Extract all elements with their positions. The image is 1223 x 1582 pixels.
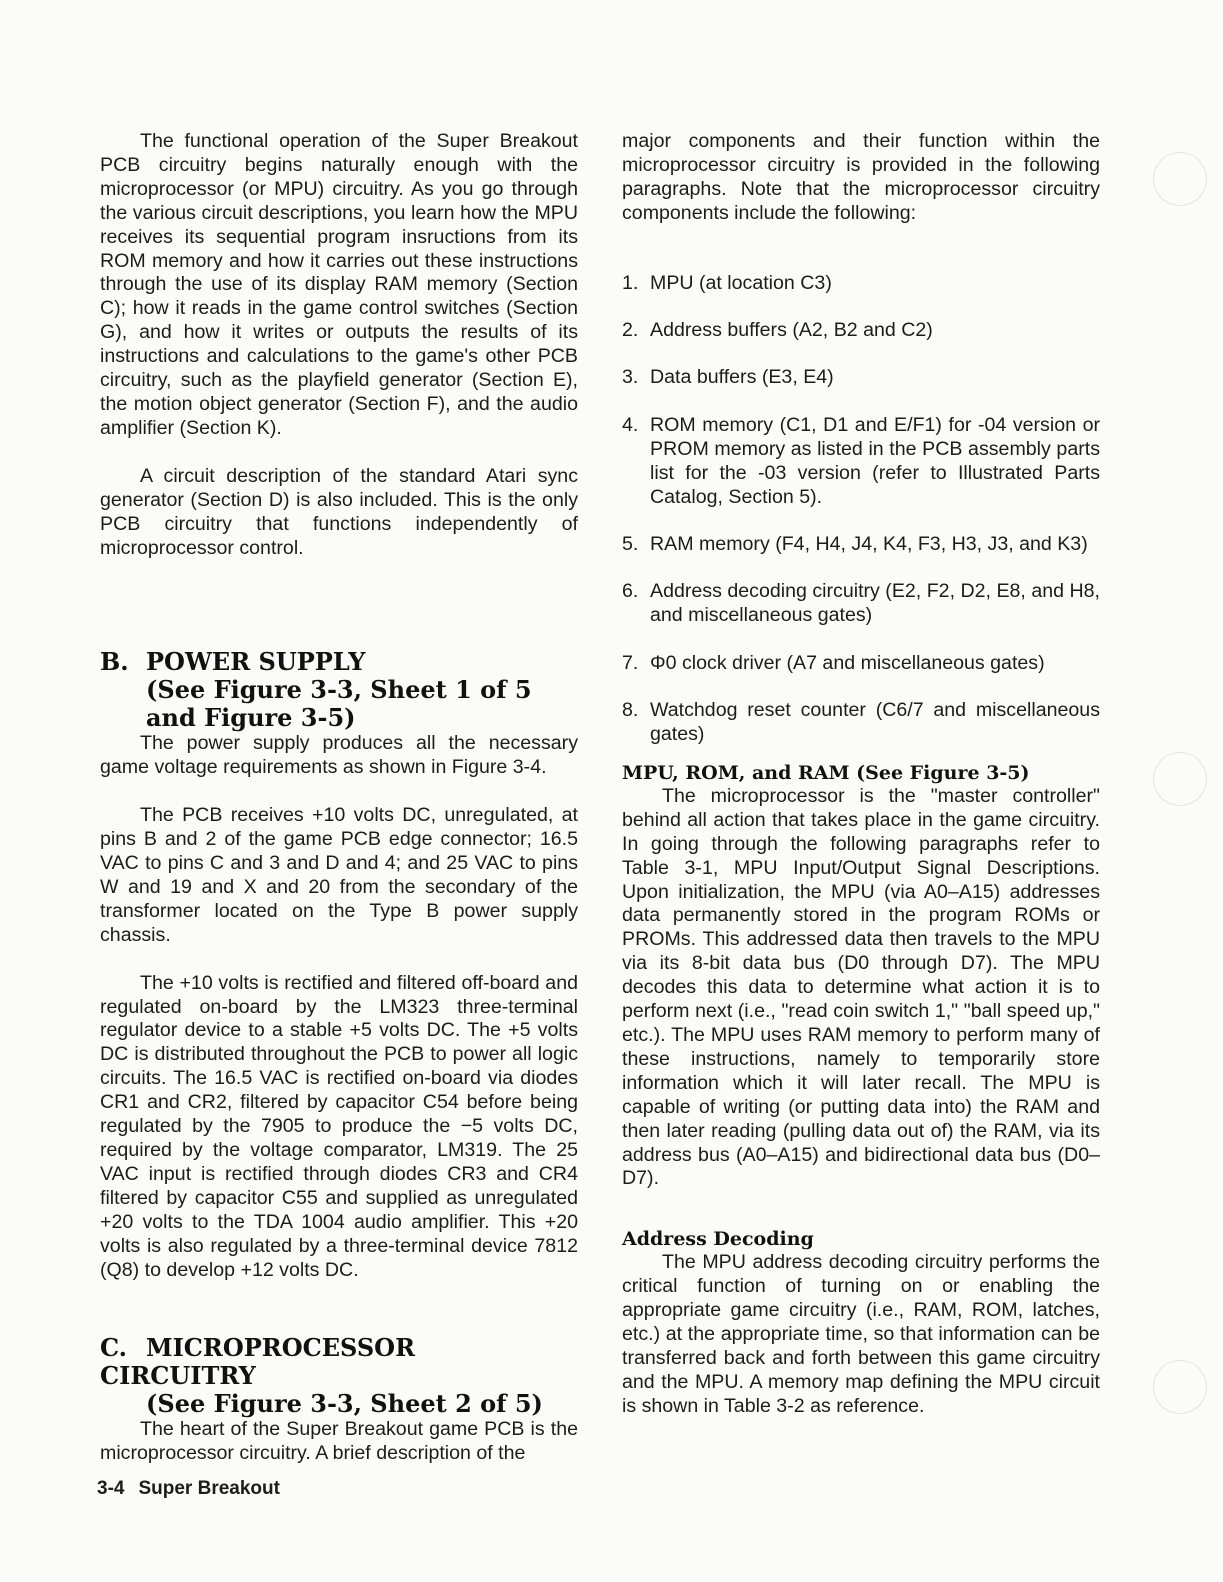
binder-hole [1153, 1360, 1207, 1414]
section-number: C. [100, 1333, 128, 1363]
body-paragraph: The power supply produces all the necessary game voltage requirements as shown in Figure 3-4. [100, 732, 578, 779]
left-column [100, 130, 578, 1466]
binder-hole [1153, 752, 1207, 806]
continuation-paragraph: major components and their function within the microprocessor circuitry is provided in the following paragraphs. Note that the microprocessor circuitry components include the following: [622, 130, 1100, 224]
list-item: 5. RAM memory (F4, H4, J4, K4, F3, H3, J3, and K3) [622, 532, 1088, 555]
body-paragraph: The PCB receives +10 volts DC, unregulated, at pins B and 2 of the game PCB edge connector; 16.5 VAC to pins C and 3 and D and 4; and 25 VAC to pins W and 19 and X and 20 from the secondary of the transformer located on the Type B power supply chassis. [100, 804, 578, 946]
page-footer [97, 1478, 280, 1500]
mpu-rom-ram-section [622, 761, 1100, 1191]
section-c [100, 1334, 578, 1466]
intro-paragraph: The functional operation of the Super Breakout PCB circuitry begins naturally enough with the microprocessor (or MPU) circuitry. As you go through the various circuit descriptions, you learn how the MPU receives its sequential program insructions from its ROM memory and how it carries out these instructions through the use of its display RAM memory (Section C); how it reads in the game control switches (Section G), and how it writes or outputs the results of its instructions and calculations to the game's other PCB circuitry, such as the playfield generator (Section E), the motion object generator (Section F), and the audio amplifier (Section K). [100, 130, 578, 439]
section-b [100, 648, 578, 1282]
page-number: 3-4 [97, 1478, 125, 1499]
list-item: 7. Φ0 clock driver (A7 and miscellaneous gates) [622, 651, 1045, 674]
list-item: 2. Address buffers (A2, B2 and C2) [622, 319, 933, 342]
body-paragraph: The heart of the Super Breakout game PCB is the microprocessor circuitry. A brief description of the [100, 1418, 578, 1465]
section-subtitle: (See Figure 3-3, Sheet 2 of 5) [146, 1389, 543, 1419]
body-paragraph: The +10 volts is rectified and filtered off-board and regulated on-board by the LM323 three-terminal regulator device to a stable +5 volts DC. The +5 volts DC is distributed throughout the PCB to power all logic circuits. The 16.5 VAC is rectified on-board via diodes CR1 and CR2, filtered by capacitor C54 before being regulated by the 7905 to produce the −5 volts DC, required by the voltage comparator, LM319. The 25 VAC input is rectified through diodes CR3 and CR4 filtered by capacitor C55 and supplied as unregulated +20 volts to the TDA 1004 audio amplifier. This +20 volts is also regulated by a three-terminal device 7812 (Q8) to develop +12 volts DC. [100, 971, 578, 1281]
list-item: 8. Watchdog reset counter (C6/7 and miscellaneous gates) [622, 699, 1100, 745]
body-paragraph: The microprocessor is the "master controller" behind all action that takes place in the game circuitry. In going through the following paragraphs refer to Table 3-1, MPU Input/Output Signal Descriptions. Upon initialization, the MPU (via A0–A15) addresses data permanently stored in the program ROMs or PROMs. This addressed data then travels to the MPU via its 8-bit data bus (D0 through D7). The MPU decodes this data to determine what action it is to perform next (i.e., "read coin switch 1," "ball speed up," etc.). The MPU uses RAM memory to perform many of these instructions, namely to temporarily store information which it will later recall. The MPU is capable of writing (or putting data into) the RAM and then later reading (pulling data out of) the RAM, via its address bus (A0–A15) and bidirectional data bus (D0–D7). [622, 784, 1100, 1190]
binder-hole [1153, 152, 1207, 206]
section-subtitle: (See Figure 3-3, Sheet 1 of 5 and Figure 3-5) [146, 675, 532, 733]
section-number: B. [100, 647, 129, 677]
body-paragraph: The MPU address decoding circuitry performs the critical function of turning on or enabling the appropriate game circuitry (i.e., RAM, ROM, latches, etc.) at the appropriate time, so that information can be transferred back and forth between this game circuitry and the MPU. A memory map defining the MPU circuit is shown in Table 3-2 as reference. [622, 1251, 1100, 1417]
section-heading [100, 1334, 578, 1418]
right-column [622, 130, 1100, 1419]
section-title: POWER SUPPLY [146, 647, 366, 677]
component-list [622, 272, 1100, 747]
list-item: 6. Address decoding circuitry (E2, F2, D2, E8, and H8, and miscellaneous gates) [622, 580, 1100, 627]
list-item: 4. ROM memory (C1, D1 and E/F1) for -04 version or PROM memory as listed in the PCB assembly parts list for the -03 version (refer to Illustrated Parts Catalog, Section 5). [622, 413, 1100, 508]
footer-title: Super Breakout [138, 1478, 280, 1499]
subsection-heading: MPU, ROM, and RAM (See Figure 3-5) [622, 761, 1030, 784]
section-heading [100, 648, 578, 732]
list-item: 1. MPU (at location C3) [622, 271, 832, 294]
intro-paragraph: A circuit description of the standard Atari sync generator (Section D) is also included. This is the only PCB circuitry that functions independently of microprocessor control. [100, 464, 578, 559]
subsection-heading: Address Decoding [622, 1228, 814, 1251]
address-decoding-section [622, 1227, 1100, 1418]
section-title: MICROPROCESSOR CIRCUITRY [100, 1333, 416, 1391]
list-item: 3. Data buffers (E3, E4) [622, 366, 834, 389]
